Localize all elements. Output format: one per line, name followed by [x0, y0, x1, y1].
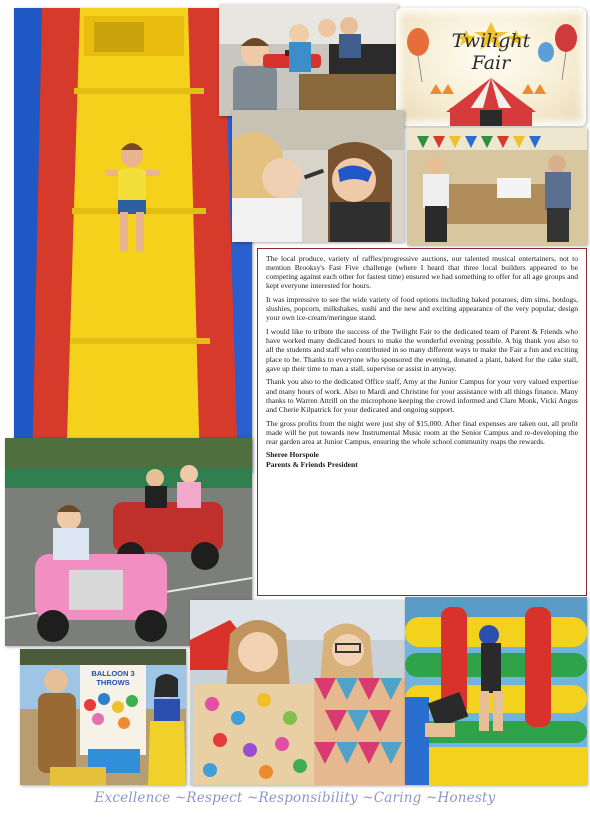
inflatable-obstacle-photo — [405, 597, 587, 785]
title-line-2: Fair — [471, 52, 511, 74]
signature-role: Parents & Friends President — [266, 459, 358, 469]
signature-name: Sheree Horspole — [266, 450, 319, 460]
balloon-throws-photo — [20, 649, 186, 785]
school-values-motto: Excellence ~Respect ~Responsibility ~Caring ~Honesty — [94, 790, 496, 806]
title-line-1: Twilight — [451, 30, 531, 52]
article-paragraph-4: Thank you also to the dedicated Office staff, Amy at the Junior Campus for your very valued expertise and many hours of work. Also to Mardi and Christine for your assistance with all things finance. Many thanks to Warren Attrill on the microphone keeping the crowd informed and Clare Monk, Vicki Angus and Cherie Kilpatrick for your dedicated and ongoing support. — [266, 377, 578, 414]
article-paragraph-3: I would like to tribute the success of the Twilight Fair to the dedicated team of Parent & Friends who have worked many dedicated hours to make the wonderful evening possible. A big thank you also to all the students and staff who contributed in so many different ways to make the Fair a fun and exciting place to be. Thanks to everyone who sponsored the evening, donated a plant, baked for the cake stall, gave up their time to man a stall, supervise or assist in anyway. — [266, 327, 578, 373]
slide-photo — [14, 8, 252, 472]
girls-gift-box-photo — [190, 600, 405, 785]
article-text-box — [257, 248, 587, 596]
article-paragraph-5: The gross profits from the night were just shy of $15,000. After final expenses are taken out, all profit made will be put towards new Instrumental Music room at the Senior Campus and re-developing the rear garden area at Junior Campus, ensuring the whole school community reaps the rewards. — [266, 418, 578, 446]
article-paragraph-1: The local produce, variety of raffles/progressive auctions, our talented musical entertainers, not to mention Brooksy's Fast Five challenge (where I heard that three local builders appeared to be competing against each other for fastest time) ensured we had something to offer for all age groups and kept everyone interested for hours. — [266, 254, 578, 291]
balloon-sign-text: BALLOON 3 THROWS — [91, 669, 135, 687]
face-painting-photo — [232, 110, 404, 242]
title-card — [396, 8, 586, 126]
article-paragraph-2: It was impressive to see the wide variety of food options including baked potatoes, dim sims, hotdogs, slushies, popcorn, milkshakes, sushi and the new and exciting appearance of the very popular, design your own ice-cream/meringue stand. — [266, 295, 578, 323]
science-stall-photo — [407, 128, 587, 245]
nerf-gun-photo — [219, 4, 398, 116]
